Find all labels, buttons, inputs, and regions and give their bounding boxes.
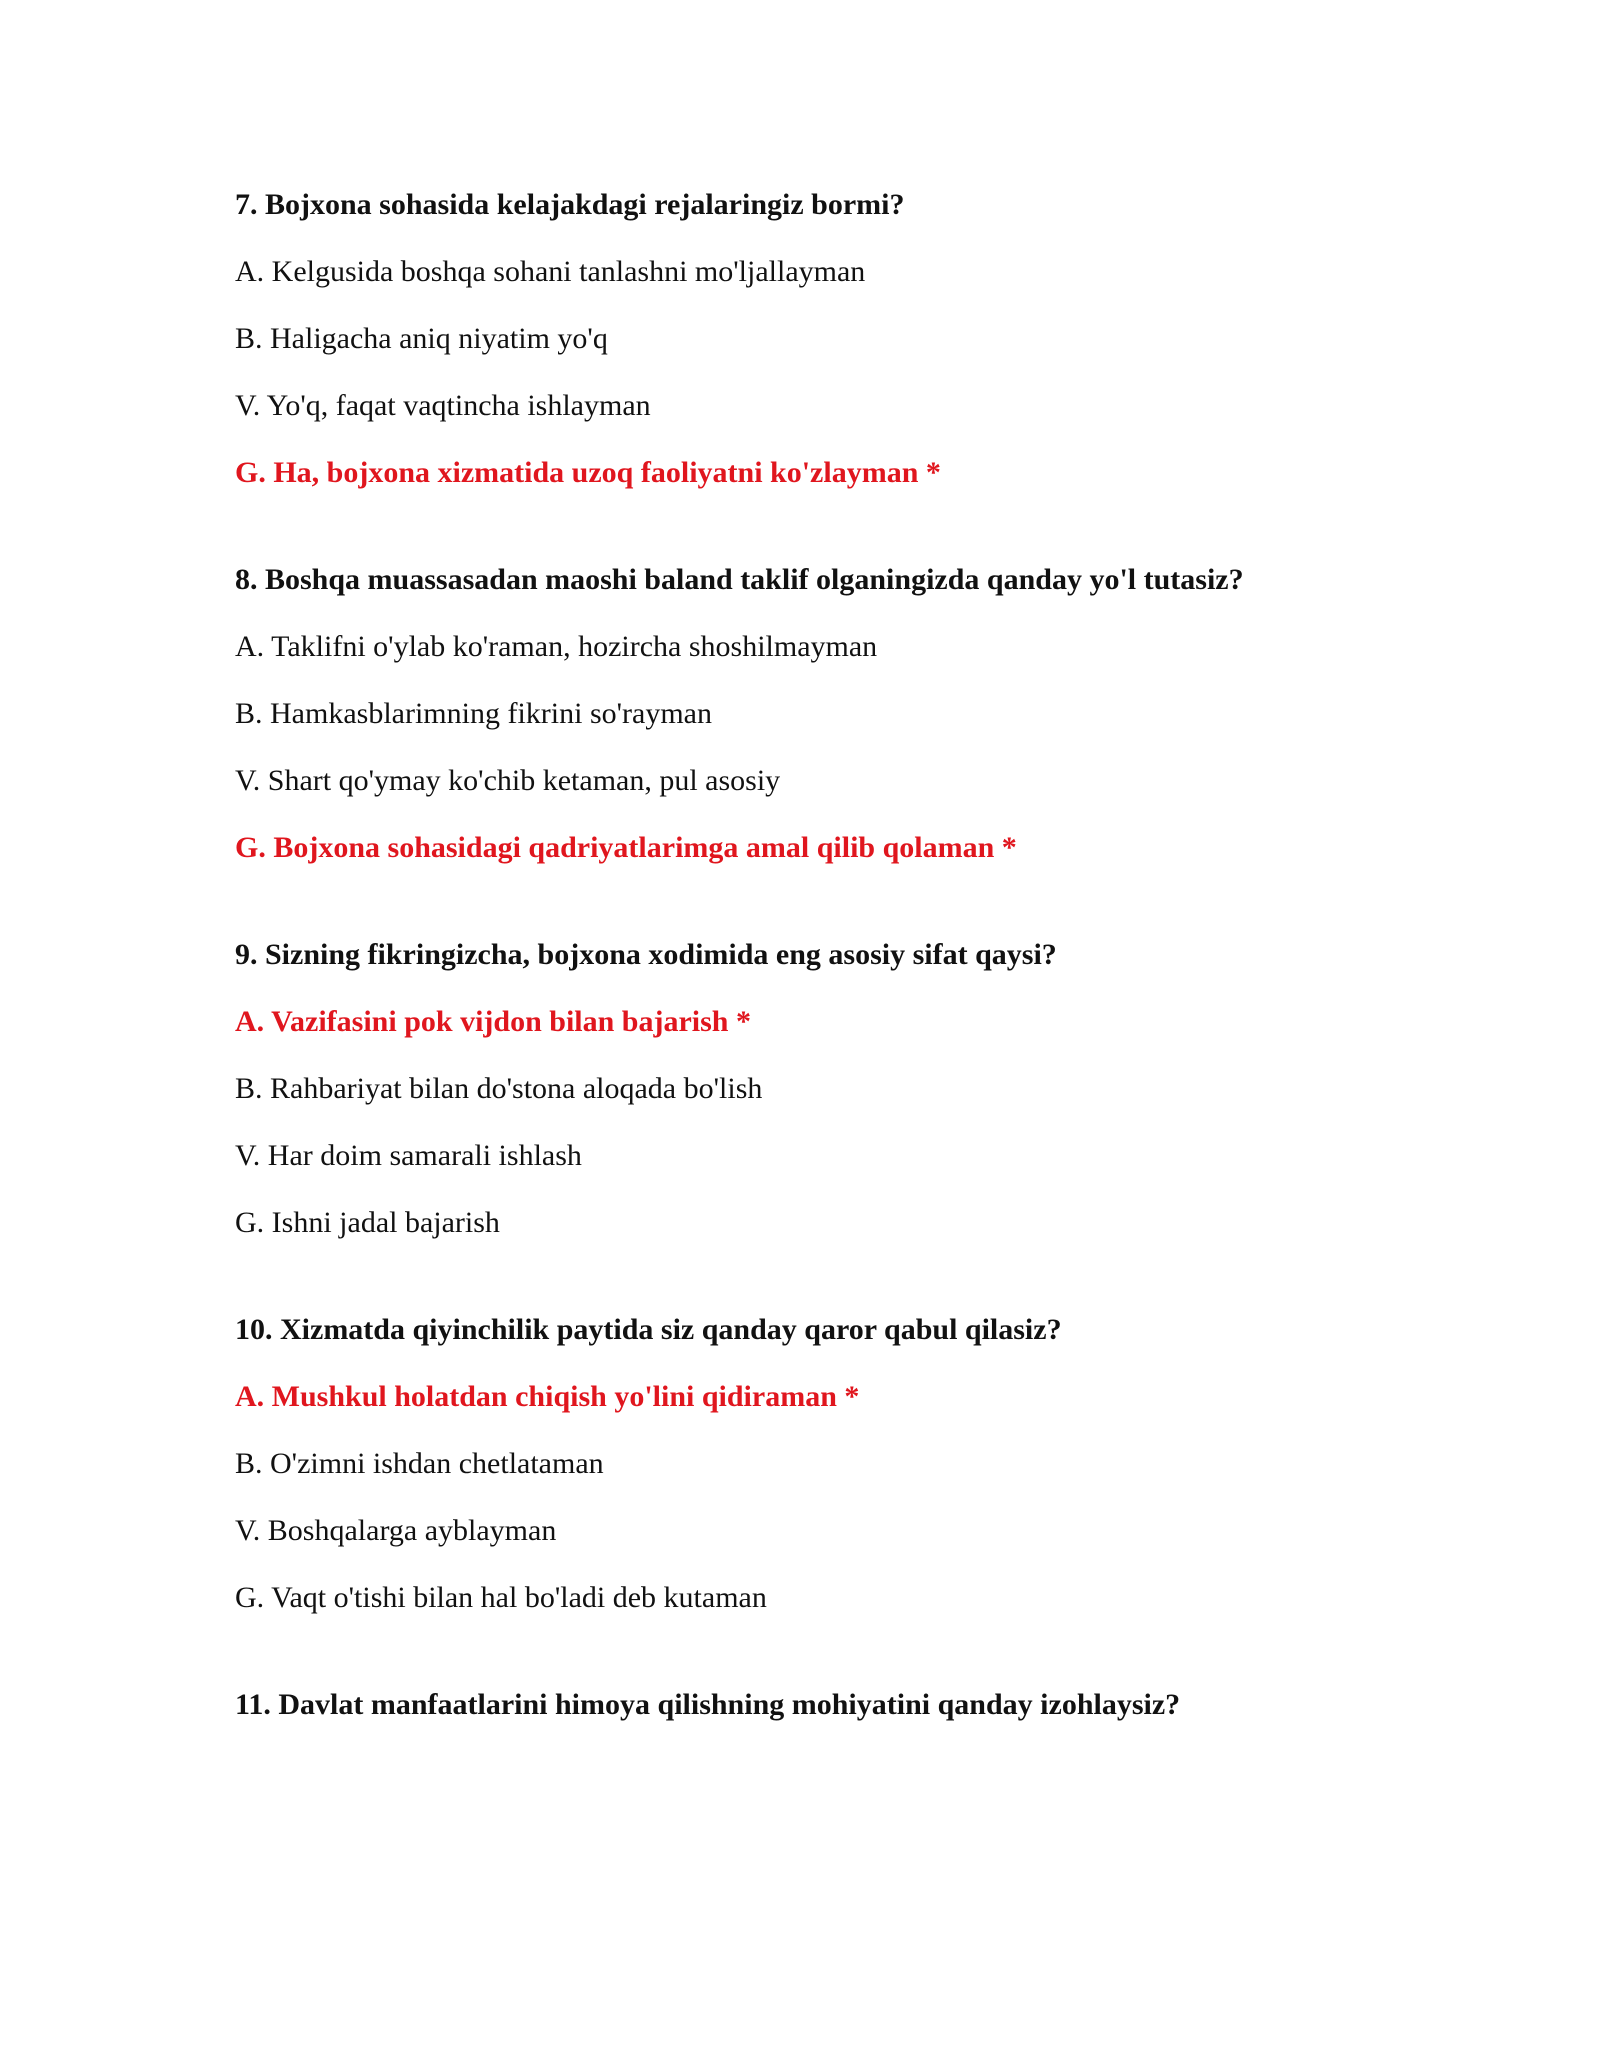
correct-answer-option: A. Vazifasini pok vijdon bilan bajarish *	[235, 1005, 751, 1038]
answer-option: V. Boshqalarga ayblayman	[235, 1514, 557, 1547]
correct-answer-option: A. Mushkul holatdan chiqish yo'lini qidiraman *	[235, 1380, 860, 1413]
answer-option: A. Kelgusida boshqa sohani tanlashni mo'ljallayman	[235, 255, 866, 288]
correct-answer-option: G. Bojxona sohasidagi qadriyatlarimga amal qilib qolaman *	[235, 831, 1017, 864]
answer-option: V. Har doim samarali ishlash	[235, 1139, 582, 1172]
question-title: 8. Boshqa muassasadan maoshi baland taklif olganingizda qanday yo'l tutasiz?	[235, 563, 1244, 596]
question-block-10	[235, 1310, 1435, 1618]
question-title: 7. Bojxona sohasida kelajakdagi rejalaringiz bormi?	[235, 188, 905, 221]
answer-option: V. Shart qo'ymay ko'chib ketaman, pul asosiy	[235, 764, 781, 797]
answer-option: B. Rahbariyat bilan do'stona aloqada bo'lish	[235, 1072, 763, 1105]
question-block-7	[235, 185, 1435, 493]
answer-option: B. Haligacha aniq niyatim yo'q	[235, 322, 608, 355]
correct-answer-option: G. Ha, bojxona xizmatida uzoq faoliyatni ko'zlayman *	[235, 456, 941, 489]
answer-option: G. Vaqt o'tishi bilan hal bo'ladi deb kutaman	[235, 1581, 767, 1614]
question-title: 10. Xizmatda qiyinchilik paytida siz qanday qaror qabul qilasiz?	[235, 1313, 1062, 1346]
question-block-9	[235, 935, 1435, 1243]
question-title: 9. Sizning fikringizcha, bojxona xodimida eng asosiy sifat qaysi?	[235, 938, 1057, 971]
quiz-content	[235, 185, 1435, 1792]
question-block-8	[235, 560, 1435, 868]
answer-option: B. O'zimni ishdan chetlataman	[235, 1447, 604, 1480]
answer-option: V. Yo'q, faqat vaqtincha ishlayman	[235, 389, 651, 422]
answer-option: G. Ishni jadal bajarish	[235, 1206, 500, 1239]
question-block-11	[235, 1685, 1435, 1725]
answer-option: A. Taklifni o'ylab ko'raman, hozircha shoshilmayman	[235, 630, 878, 663]
answer-option: B. Hamkasblarimning fikrini so'rayman	[235, 697, 712, 730]
question-title: 11. Davlat manfaatlarini himoya qilishning mohiyatini qanday izohlaysiz?	[235, 1688, 1181, 1721]
